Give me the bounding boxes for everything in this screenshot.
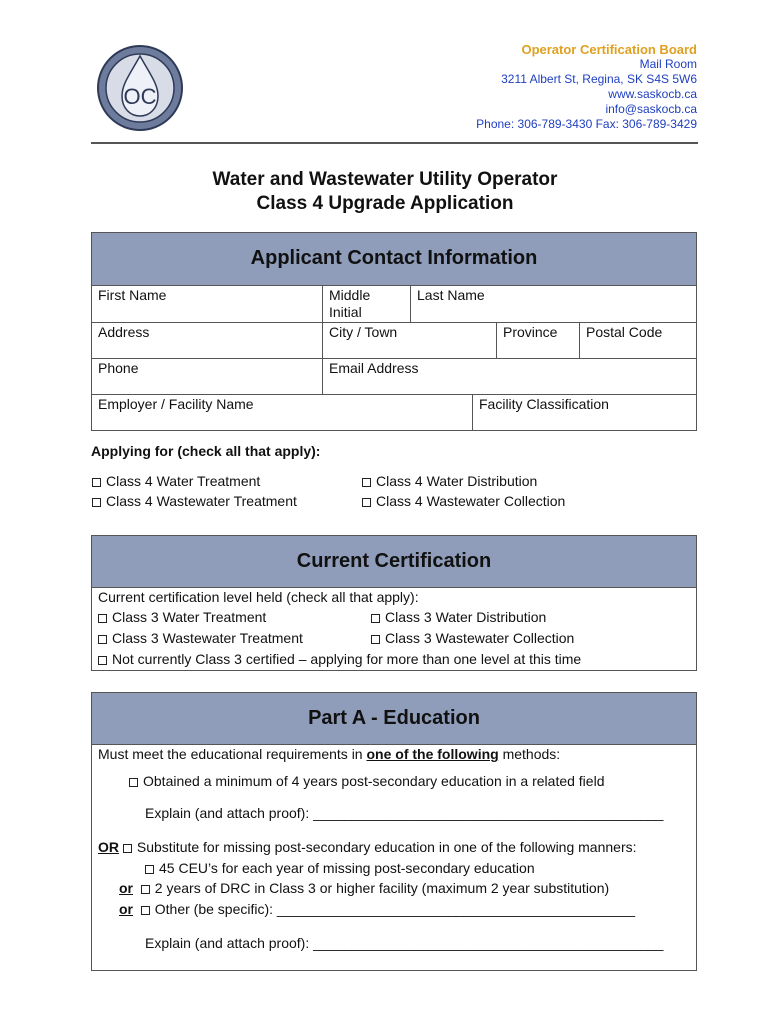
apply-class4-wastewater-collection[interactable]: Class 4 Wastewater Collection (362, 493, 565, 509)
org-website[interactable]: www.saskocb.ca (608, 87, 697, 101)
page-title (0, 168, 770, 216)
province-field[interactable]: Province (497, 323, 580, 359)
current-certification-heading: Current Certification (92, 536, 696, 588)
apply-class4-water-distribution[interactable]: Class 4 Water Distribution (362, 473, 537, 489)
employer-field[interactable]: Employer / Facility Name (92, 395, 473, 431)
title-line-1: Water and Wastewater Utility Operator (212, 169, 558, 190)
checkbox-icon[interactable] (371, 614, 380, 623)
checkbox-icon[interactable] (92, 478, 101, 487)
edu-option-substitute[interactable]: OR Substitute for missing post-secondary education in one of the following manners: (98, 839, 637, 855)
last-name-field[interactable]: Last Name (411, 286, 697, 323)
org-address: 3211 Albert St, Regina, SK S4S 5W6 (501, 72, 697, 86)
edu-sub-drc[interactable]: or 2 years of DRC in Class 3 or higher facility (maximum 2 year substitution) (119, 880, 610, 896)
edu-explain-2[interactable]: Explain (and attach proof): _____________________________________________ (145, 935, 664, 951)
applying-for-label: Applying for (check all that apply): (91, 443, 321, 459)
email-field[interactable]: Email Address (323, 359, 697, 395)
checkbox-icon[interactable] (362, 478, 371, 487)
checkbox-icon[interactable] (92, 498, 101, 507)
postal-code-field[interactable]: Postal Code (580, 323, 697, 359)
edu-explain-1[interactable]: Explain (and attach proof): _____________________________________________ (145, 805, 664, 821)
cert-class3-water-treatment[interactable]: Class 3 Water Treatment (98, 609, 266, 625)
cert-class3-wastewater-collection[interactable]: Class 3 Wastewater Collection (371, 630, 574, 646)
facility-classification-field[interactable]: Facility Classification (473, 395, 697, 431)
checkbox-icon[interactable] (371, 635, 380, 644)
edu-sub-other[interactable]: or Other (be specific): ______________________________________________ (119, 901, 636, 917)
cert-class3-water-distribution[interactable]: Class 3 Water Distribution (371, 609, 546, 625)
checkbox-icon[interactable] (123, 844, 132, 853)
first-name-field[interactable]: First Name (92, 286, 323, 323)
title-line-2: Class 4 Upgrade Application (256, 193, 514, 214)
current-certification-section (91, 535, 697, 671)
checkbox-icon[interactable] (98, 614, 107, 623)
middle-initial-field[interactable]: Middle Initial (323, 286, 411, 323)
logo-text: OC (123, 84, 157, 109)
checkbox-icon[interactable] (98, 635, 107, 644)
checkbox-icon[interactable] (362, 498, 371, 507)
checkbox-icon[interactable] (98, 656, 107, 665)
org-email[interactable]: info@saskocb.ca (605, 102, 697, 116)
current-cert-intro: Current certification level held (check all that apply): (98, 589, 419, 605)
education-section (91, 692, 697, 971)
org-name: Operator Certification Board (521, 42, 697, 57)
contact-section (91, 232, 697, 431)
contact-heading: Applicant Contact Information (92, 233, 696, 286)
org-mailroom: Mail Room (639, 57, 697, 71)
checkbox-icon[interactable] (141, 885, 150, 894)
edu-option-post-secondary[interactable]: Obtained a minimum of 4 years post-secondary education in a related field (129, 773, 604, 789)
education-heading: Part A - Education (92, 693, 696, 745)
checkbox-icon[interactable] (141, 906, 150, 915)
checkbox-icon[interactable] (129, 778, 138, 787)
phone-field[interactable]: Phone (92, 359, 323, 395)
edu-sub-ceu[interactable]: 45 CEU’s for each year of missing post-secondary education (145, 860, 535, 876)
city-field[interactable]: City / Town (323, 323, 497, 359)
address-field[interactable]: Address (92, 323, 323, 359)
ocb-logo (96, 44, 184, 132)
apply-class4-wastewater-treatment[interactable]: Class 4 Wastewater Treatment (92, 493, 297, 509)
checkbox-icon[interactable] (145, 865, 154, 874)
header-divider (91, 142, 698, 144)
org-phone-fax: Phone: 306-789-3430 Fax: 306-789-3429 (476, 117, 697, 131)
apply-class4-water-treatment[interactable]: Class 4 Water Treatment (92, 473, 260, 489)
cert-not-class3[interactable]: Not currently Class 3 certified – applying for more than one level at this time (98, 651, 581, 667)
education-intro: Must meet the educational requirements in one of the following methods: (98, 746, 561, 762)
organization-info (476, 42, 697, 132)
cert-class3-wastewater-treatment[interactable]: Class 3 Wastewater Treatment (98, 630, 303, 646)
